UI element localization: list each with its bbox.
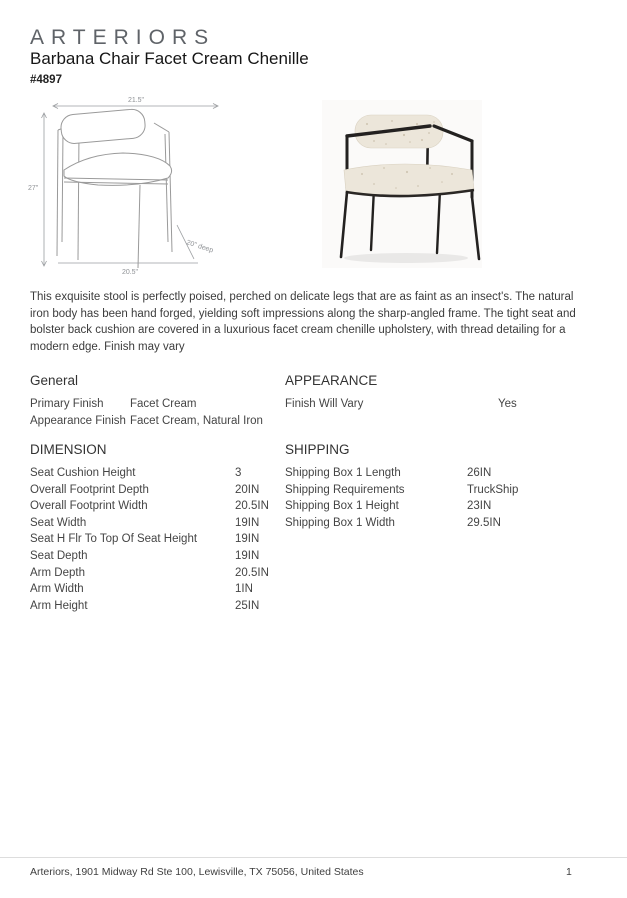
spec-row bbox=[30, 548, 282, 565]
footer-divider bbox=[0, 857, 627, 858]
section-heading-appearance: APPEARANCE bbox=[285, 373, 378, 388]
spec-label: Shipping Requirements bbox=[285, 483, 405, 496]
spec-row bbox=[30, 396, 282, 413]
spec-row bbox=[30, 482, 282, 499]
spec-row bbox=[285, 465, 597, 482]
spec-label: Arm Width bbox=[30, 583, 84, 596]
page-title: Barbana Chair Facet Cream Chenille bbox=[30, 49, 309, 68]
spec-value: Facet Cream, Natural Iron bbox=[130, 414, 263, 427]
product-photo bbox=[322, 100, 482, 273]
spec-row bbox=[30, 498, 282, 515]
spec-label: Appearance Finish bbox=[30, 414, 126, 427]
section-heading-general: General bbox=[30, 373, 79, 388]
section-heading-dimension: DIMENSION bbox=[30, 442, 107, 457]
dim-label-left: 27" bbox=[28, 185, 39, 192]
footer-page-number: 1 bbox=[566, 866, 572, 878]
spec-value: Yes bbox=[498, 398, 517, 410]
section-dimension bbox=[30, 441, 282, 614]
dim-label-depth: 20" deep bbox=[185, 239, 214, 255]
spec-row bbox=[30, 465, 282, 482]
spec-row bbox=[30, 413, 282, 430]
dim-label-top: 21.5" bbox=[127, 97, 145, 104]
spec-value: 20.5IN bbox=[235, 566, 269, 579]
spec-label: Shipping Box 1 Length bbox=[285, 467, 401, 479]
spec-label: Seat H Flr To Top Of Seat Height bbox=[30, 533, 198, 546]
spec-row bbox=[30, 515, 282, 532]
spec-value: 19IN bbox=[235, 549, 260, 562]
section-shipping bbox=[285, 441, 597, 531]
spec-label: Primary Finish bbox=[30, 398, 104, 410]
spec-value: 25IN bbox=[235, 599, 260, 612]
product-description: This exquisite stool is perfectly poised, perched on delicate legs that are as faint as an insect's. The natural iron body has been hand forged, yielding soft impressions along the sharp-angled frame. The tight seat and bolster back cushion are covered in a luxurious facet cream chenille upholstery, with thread detailing for a modern edge. Finish may vary bbox=[30, 291, 576, 353]
spec-label: Finish Will Vary bbox=[285, 398, 364, 410]
spec-value: 23IN bbox=[467, 500, 492, 513]
dim-arrow-top bbox=[53, 104, 218, 109]
chair-outline bbox=[57, 108, 172, 268]
spec-label: Overall Footprint Width bbox=[30, 500, 148, 513]
section-general bbox=[30, 372, 282, 429]
section-heading-shipping: SHIPPING bbox=[285, 442, 350, 457]
spec-value: 19IN bbox=[235, 533, 260, 546]
dim-arrow-left bbox=[42, 113, 47, 266]
chair-photo-bolster bbox=[355, 115, 443, 148]
spec-row bbox=[285, 396, 597, 413]
chair-photo-seat bbox=[344, 164, 474, 196]
spec-row bbox=[30, 531, 282, 548]
spec-value: 20IN bbox=[235, 483, 260, 496]
spec-label: Arm Depth bbox=[30, 566, 85, 579]
spec-label: Shipping Box 1 Height bbox=[285, 500, 399, 513]
spec-value: 3 bbox=[235, 467, 242, 479]
spec-label: Seat Width bbox=[30, 516, 87, 529]
spec-value: 1IN bbox=[235, 583, 253, 596]
brand-logo: ARTERIORS bbox=[30, 26, 216, 49]
dimension-drawing bbox=[28, 92, 258, 287]
spec-row bbox=[285, 482, 597, 499]
product-sku: #4897 bbox=[30, 74, 62, 86]
spec-row bbox=[30, 581, 282, 598]
spec-row bbox=[30, 565, 282, 582]
spec-label: Seat Depth bbox=[30, 549, 88, 562]
spec-value: 19IN bbox=[235, 516, 260, 529]
spec-value: 26IN bbox=[467, 467, 492, 479]
spec-label: Arm Height bbox=[30, 599, 88, 612]
spec-row bbox=[285, 515, 597, 532]
spec-value: TruckShip bbox=[467, 483, 519, 496]
spec-label: Seat Cushion Height bbox=[30, 467, 136, 479]
dim-label-bottom: 20.5" bbox=[121, 269, 139, 276]
spec-value: Facet Cream bbox=[130, 398, 197, 410]
spec-label: Overall Footprint Depth bbox=[30, 483, 149, 496]
spec-value: 20.5IN bbox=[235, 500, 269, 513]
section-appearance bbox=[285, 372, 597, 413]
spec-value: 29.5IN bbox=[467, 516, 501, 529]
footer-address: Arteriors, 1901 Midway Rd Ste 100, Lewisville, TX 75056, United States bbox=[30, 866, 364, 878]
spec-label: Shipping Box 1 Width bbox=[285, 516, 395, 529]
spec-row bbox=[285, 498, 597, 515]
spec-row bbox=[30, 598, 282, 615]
